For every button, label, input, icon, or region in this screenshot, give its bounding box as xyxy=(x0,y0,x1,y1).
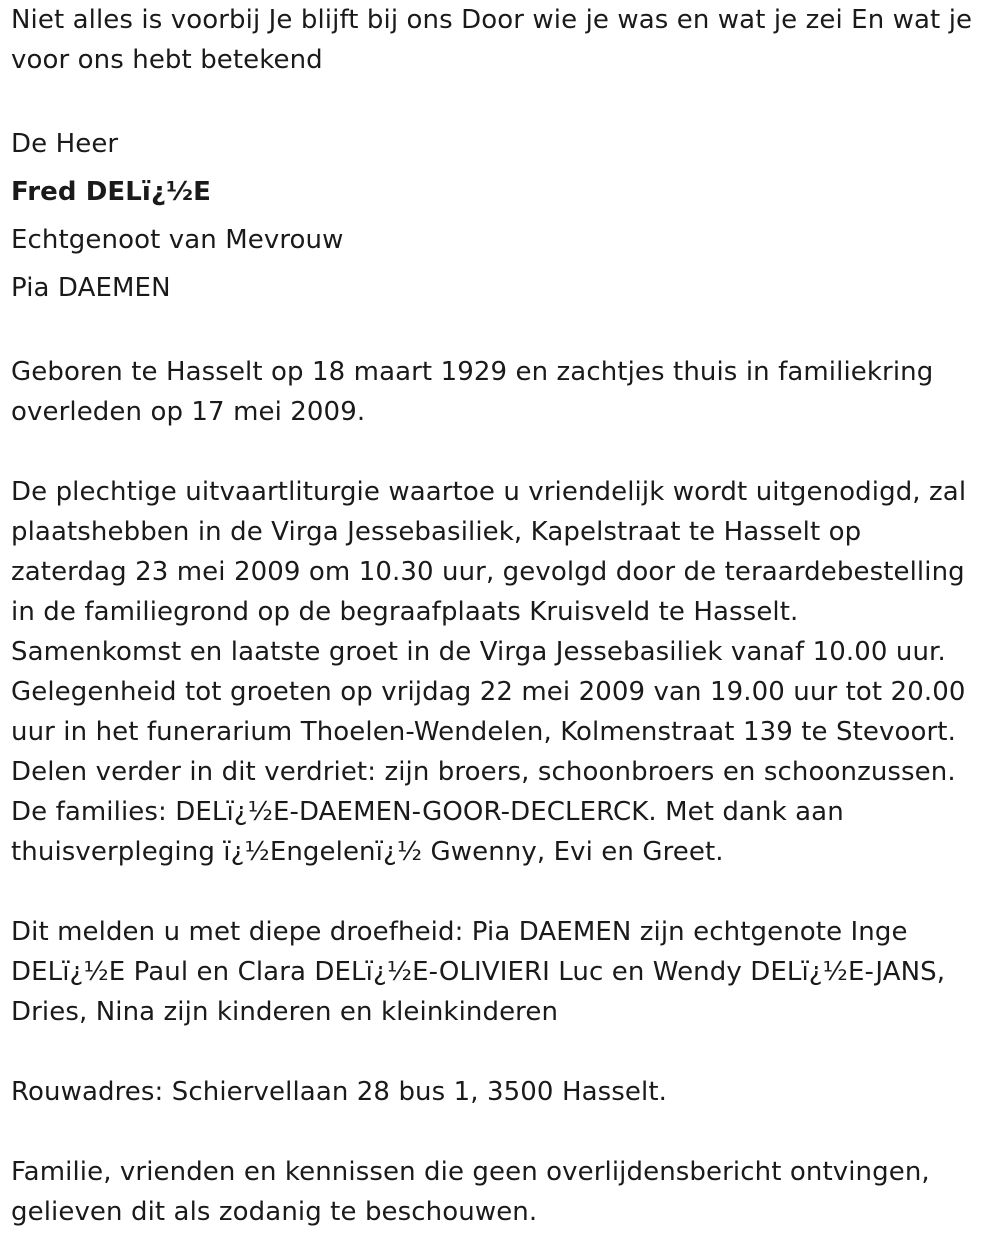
closing-line: Familie, vrienden en kennissen die geen overlijdensbericht ontvingen, xyxy=(11,1157,930,1187)
announcement-line: Dit melden u met diepe droefheid: Pia DAEMEN zijn echtgenote Inge xyxy=(11,917,908,947)
mourning-address: Rouwadres: Schiervellaan 28 bus 1, 3500 Hasselt. xyxy=(11,1077,667,1107)
deceased-name: Fred DELï¿½E xyxy=(11,177,211,207)
intro-verse: Niet alles is voorbij Je blijft bij ons Door wie je was en wat je zei En wat je voor ons hebt betekend xyxy=(11,5,973,75)
funeral-line: thuisverpleging ï¿½Engelenï¿½ Gwenny, Evi en Greet. xyxy=(11,837,724,867)
funeral-line: uur in het funerarium Thoelen-Wendelen, Kolmenstraat 139 te Stevoort. xyxy=(11,717,956,747)
spouse-name: Pia DAEMEN xyxy=(11,273,171,303)
spacer xyxy=(11,312,991,352)
funeral-line: De families: DELï¿½E-DAEMEN-GOOR-DECLERCK. Met dank aan xyxy=(11,797,844,827)
funeral-line: zaterdag 23 mei 2009 om 10.30 uur, gevolgd door de teraardebestelling xyxy=(11,557,965,587)
funeral-line: Gelegenheid tot groeten op vrijdag 22 mei 2009 van 19.00 uur tot 20.00 xyxy=(11,677,966,707)
funeral-paragraph xyxy=(11,472,991,872)
funeral-line: plaatshebben in de Virga Jessebasiliek, Kapelstraat te Hasselt op xyxy=(11,517,862,547)
spacer xyxy=(11,1112,991,1152)
funeral-line: Samenkomst en laatste groet in de Virga Jessebasiliek vanaf 10.00 uur. xyxy=(11,637,946,667)
obituary-document xyxy=(11,0,991,1232)
funeral-line: in de familiegrond op de begraafplaats Kruisveld te Hasselt. xyxy=(11,597,799,627)
spacer xyxy=(11,1032,991,1072)
funeral-line: De plechtige uitvaartliturgie waartoe u vriendelijk wordt uitgenodigd, zal xyxy=(11,477,967,507)
birth-death-paragraph: Geboren te Hasselt op 18 maart 1929 en zachtjes thuis in familiekring overleden op 17 mei 2009. xyxy=(11,357,934,427)
relation-text: Echtgenoot van Mevrouw xyxy=(11,225,344,255)
funeral-line: Delen verder in dit verdriet: zijn broers, schoonbroers en schoonzussen. xyxy=(11,757,956,787)
spacer xyxy=(11,80,991,120)
spacer xyxy=(11,432,991,472)
announcement-paragraph xyxy=(11,912,991,1032)
salutation: De Heer xyxy=(11,129,119,159)
spacer xyxy=(11,872,991,912)
deceased-header xyxy=(11,120,991,312)
announcement-line: Dries, Nina zijn kinderen en kleinkinderen xyxy=(11,997,559,1027)
closing-line: gelieven dit als zodanig te beschouwen. xyxy=(11,1197,538,1227)
closing-paragraph xyxy=(11,1152,991,1232)
announcement-line: DELï¿½E Paul en Clara DELï¿½E-OLIVIERI Luc en Wendy DELï¿½E-JANS, xyxy=(11,957,946,987)
